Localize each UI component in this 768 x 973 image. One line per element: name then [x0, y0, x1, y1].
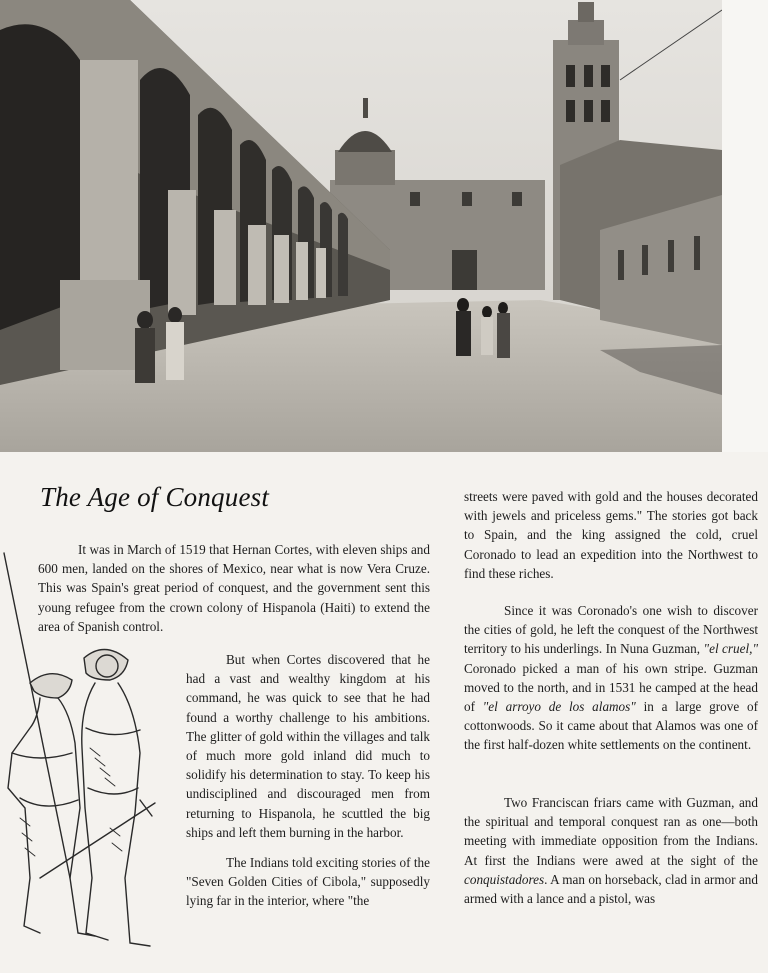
paragraph-franciscan-friars [464, 793, 758, 908]
text-run: Two Franciscan friars came with Guzman, and the spiritual and temporal conquest ran as one—both meeting with immediate opposition from the Indians. At first the Indians were awed at the sight of the [464, 795, 758, 868]
article-title: The Age of Conquest [40, 482, 270, 512]
text-run: . A man on horseback, clad in armor and armed with a lance and a pistol, was [464, 871, 758, 907]
page-margin [722, 0, 768, 452]
italic-word-conquistadores: conquistadores [464, 871, 545, 887]
paragraph-cortes-landing: It was in March of 1519 that Hernan Cortes, with eleven ships and 600 men, landed on the shores of Mexico, near what is now Vera Cruze. This was Spain's great period of conquest, and the government sent this young refugee from the crown colony of Hispanola (Haiti) to extend the area of Spanish control. [38, 542, 430, 634]
paragraph-coronado-expedition: streets were paved with gold and the houses decorated with jewels and priceless gems." The stories got back to Spain, and the king assigned the cold, cruel Coronado to lead an expedition into the Northwest to find these riches. [464, 489, 758, 581]
paragraph-seven-cities: The Indians told exciting stories of the "Seven Golden Cities of Cibola," supposedly lying far in the interior, where "the [186, 855, 430, 909]
text-run: Since it was Coronado's one wish to discover the cities of gold, he left the conquest of the Northwest territory to his underlings. In Nuna Guzman, [464, 603, 758, 657]
italic-phrase-el-cruel: "el cruel," [703, 641, 758, 657]
paragraph-guzman [464, 601, 758, 755]
text-run: Coronado picked a man of his own stripe. Guzman moved to the north, and in 1531 he camped at the head of [464, 660, 758, 715]
italic-phrase-arroyo: "el arroyo de los alamos" [482, 699, 636, 715]
text-run: in a large grove of cottonwoods. So it came about that Alamos was one of the first half-dozen white settlements on the continent. [464, 699, 758, 753]
arcade-street-photo [0, 0, 722, 452]
paragraph-cortes-kingdom: But when Cortes discovered that he had a vast and wealthy kingdom at his command, he was quick to see that he had found a worthy challenge to his ambitions. The glitter of gold within the villages and talk of much more gold inland did much to solidify his determination to stay. To keep his undisciplined and discouraged men from returning to Hispanola, he scuttled the big ships and left them burning in the harbor. [186, 652, 430, 840]
